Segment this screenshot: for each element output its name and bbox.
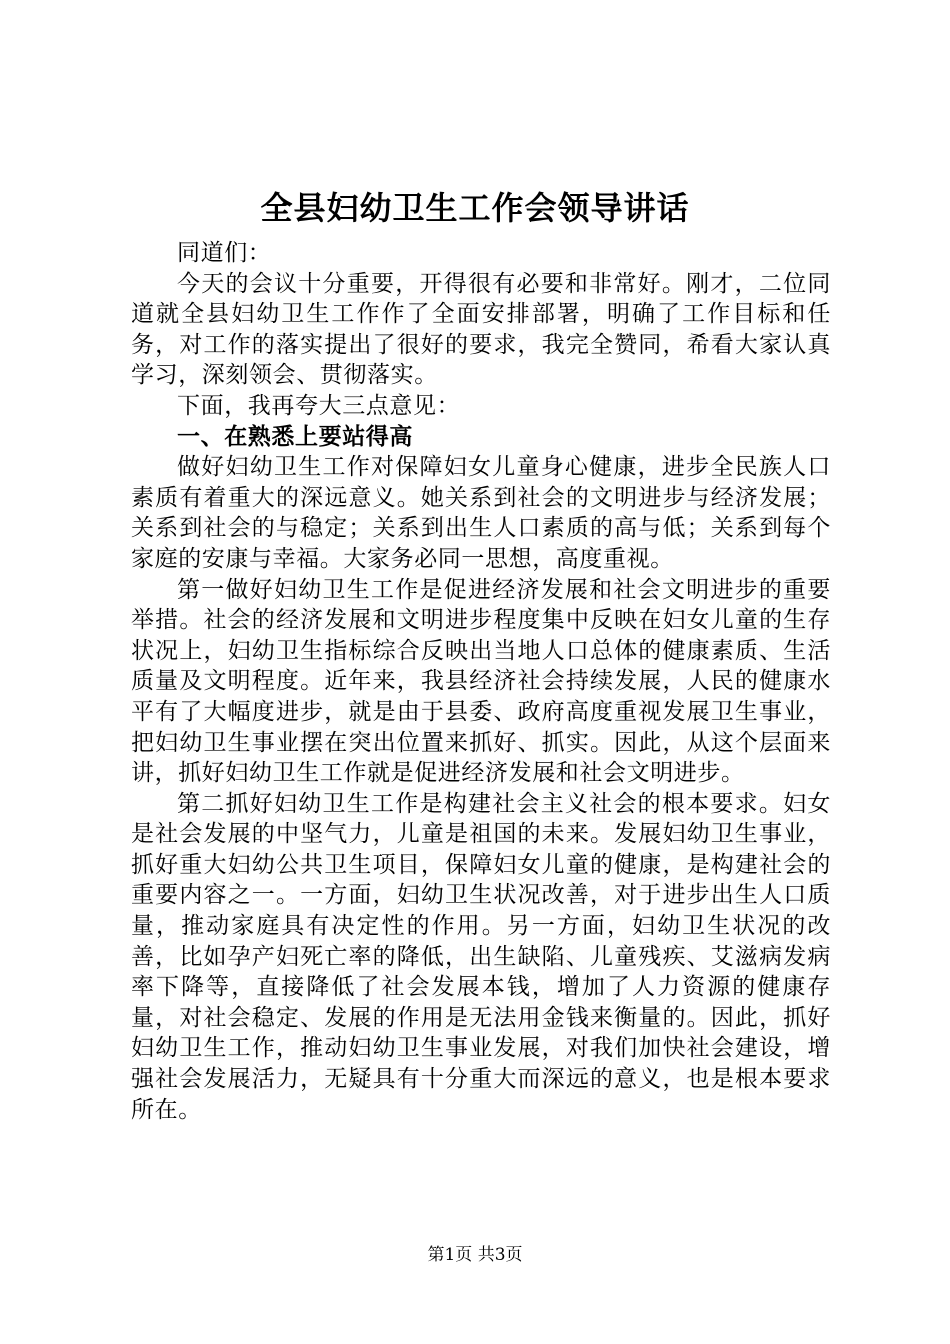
- paragraph-opening: 今天的会议十分重要，开得很有必要和非常好。刚才，二位同道就全县妇幼卫生工作作了全面安排部署，明确了工作目标和任务，对工作的落实提出了很好的要求，我完全赞同，希看大家认真学习，深刻领会、贯彻落实。: [131, 270, 831, 389]
- document-body: [131, 238, 831, 1125]
- paragraph-intro-points: 下面，我再夸大三点意见：: [177, 392, 461, 419]
- salutation: 同道们：: [177, 240, 272, 266]
- page-number-footer: 第1页 共3页: [427, 1245, 523, 1265]
- document-title: 全县妇幼卫生工作会领导讲话: [260, 189, 690, 227]
- paragraph-point-second: 第二抓好妇幼卫生工作是构建社会主义社会的根本要求。妇女是社会发展的中坚气力，儿童是祖国的未来。发展妇幼卫生事业，抓好重大妇幼公共卫生项目，保障妇女儿童的健康，是构建社会的重要内容之一。一方面，妇幼卫生状况改善，对于进步出生人口质量，推动家庭具有决定性的作用。另一方面，妇幼卫生状况的改善，比如孕产妇死亡率的降低，出生缺陷、儿童残疾、艾滋病发病率下降等，直接降低了社会发展本钱，增加了人力资源的健康存量，对社会稳定、发展的作用是无法用金钱来衡量的。因此，抓好妇幼卫生工作，推动妇幼卫生事业发展，对我们加快社会建设，增强社会发展活力，无疑具有十分重大而深远的意义，也是根本要求所在。: [131, 790, 831, 1123]
- section-heading-1: 一、在熟悉上要站得高: [177, 423, 413, 450]
- paragraph-significance: 做好妇幼卫生工作对保障妇女儿童身心健康，进步全民族人口素质有着重大的深远意义。她关系到社会的文明进步与经济发展；关系到社会的与稳定；关系到出生人口素质的高与低；关系到每个家庭的安康与幸福。大家务必同一思想，高度重视。: [131, 454, 831, 572]
- paragraph-point-first: 第一做好妇幼卫生工作是促进经济发展和社会文明进步的重要举措。社会的经济发展和文明进步程度集中反映在妇女儿童的生存状况上，妇幼卫生指标综合反映出当地人口总体的健康素质、生活质量及文明程度。近年来，我县经济社会持续发展，人民的健康水平有了大幅度进步，就是由于县委、政府高度重视发展卫生事业，把妇幼卫生事业摆在突出位置来抓好、抓实。因此，从这个层面来讲，抓好妇幼卫生工作就是促进经济发展和社会文明进步。: [131, 576, 831, 787]
